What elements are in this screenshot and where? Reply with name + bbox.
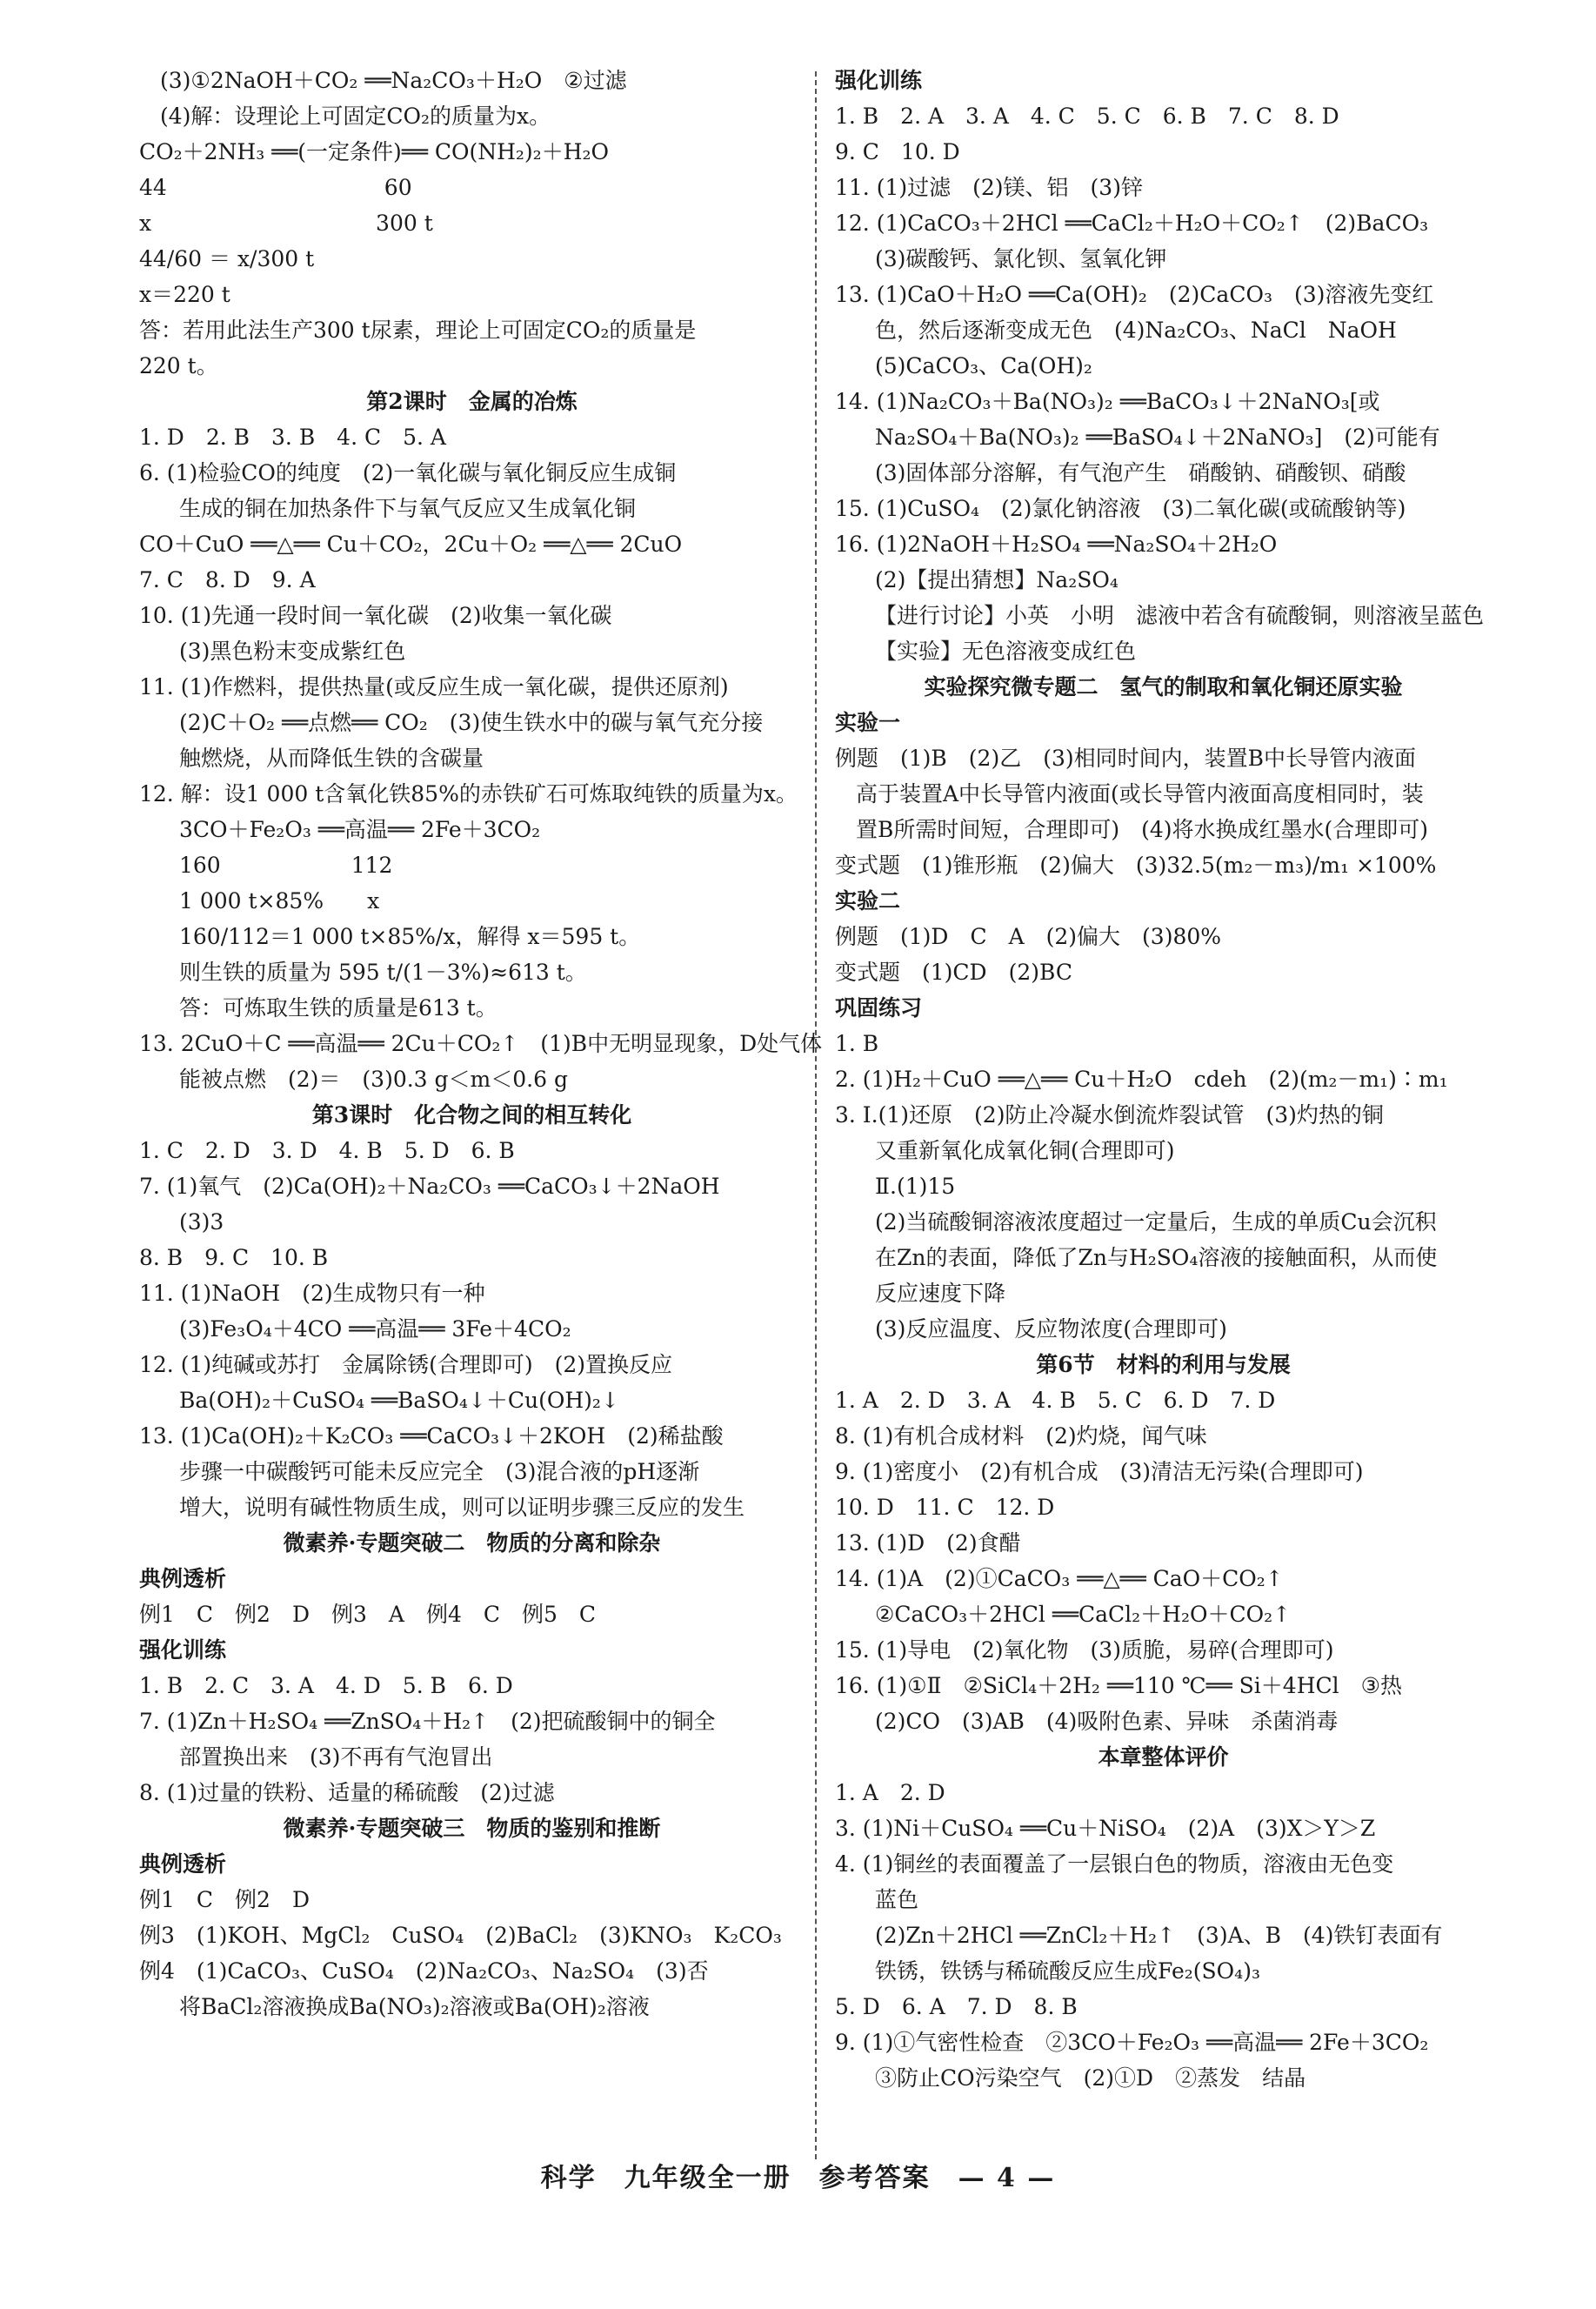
answer-line: 8. B 9. C 10. B xyxy=(139,1245,329,1270)
answer-line: 11. (1)NaOH (2)生成物只有一种 xyxy=(139,1281,485,1306)
answer-line: x 300 t xyxy=(139,211,433,236)
answer-line: 13. (1)Ca(OH)₂＋K₂CO₃ ══CaCO₃↓＋2KOH (2)稀盐酸 xyxy=(139,1423,724,1449)
section-heading: 第6节 材料的利用与发展 xyxy=(1036,1352,1291,1377)
answer-line: 铁锈，铁锈与稀硫酸反应生成Fe₂(SO₄)₃ xyxy=(875,1958,1260,1984)
answer-line: 置B所需时间短，合理即可) (4)将水换成红墨水(合理即可) xyxy=(856,817,1429,842)
answer-line: 反应速度下降 xyxy=(875,1281,1006,1306)
answer-line: 16. (1)2NaOH＋H₂SO₄ ══Na₂SO₄＋2H₂O xyxy=(835,532,1278,557)
answer-line: 6. (1)检验CO的纯度 (2)一氧化碳与氧化铜反应生成铜 xyxy=(139,460,677,485)
answer-line: 160/112＝1 000 t×85%/x，解得 x＝595 t。 xyxy=(179,924,641,949)
answer-line: 7. (1)氧气 (2)Ca(OH)₂＋Na₂CO₃ ══CaCO₃↓＋2NaOH xyxy=(139,1174,720,1199)
section-heading: 第3课时 化合物之间的相互转化 xyxy=(311,1102,632,1128)
subsection-label: 典例透析 xyxy=(139,1566,227,1591)
answer-line: (2)当硫酸铜溶液浓度超过一定量后，生成的单质Cu会沉积 xyxy=(875,1209,1437,1235)
answer-line: 15. (1)CuSO₄ (2)氯化钠溶液 (3)二氧化碳(或硫酸钠等) xyxy=(835,496,1406,521)
answer-line: 16. (1)①Ⅱ ②SiCl₄＋2H₂ ══110 ℃══ Si＋4HCl ③热 xyxy=(835,1673,1403,1698)
answer-line: (3)Fe₃O₄＋4CO ══高温══ 3Fe＋4CO₂ xyxy=(179,1316,571,1342)
answer-line: 1. D 2. B 3. B 4. C 5. A xyxy=(139,425,446,450)
answer-line: (4)解：设理论上可固定CO₂的质量为x。 xyxy=(160,104,551,129)
answer-line: 生成的铜在加热条件下与氧气反应又生成氧化铜 xyxy=(179,496,637,521)
answer-line: 9. (1)①气密性检查 ②3CO＋Fe₂O₃ ══高温══ 2Fe＋3CO₂ xyxy=(835,2030,1429,2055)
answer-line: 又重新氧化成氧化铜(合理即可) xyxy=(875,1138,1175,1163)
answer-line: 11. (1)过滤 (2)镁、铝 (3)锌 xyxy=(835,175,1143,200)
answer-line: 10. (1)先通一段时间一氧化碳 (2)收集一氧化碳 xyxy=(139,603,612,628)
answer-line: 1. A 2. D 3. A 4. B 5. C 6. D 7. D xyxy=(835,1388,1276,1413)
section-heading: 微素养·专题突破二 物质的分离和除杂 xyxy=(283,1530,661,1556)
answer-line: 3. (1)Ni＋CuSO₄ ══Cu＋NiSO₄ (2)A (3)X＞Y＞Z xyxy=(835,1816,1376,1841)
answer-line: 步骤一中碳酸钙可能未反应完全 (3)混合液的pH逐渐 xyxy=(179,1459,700,1484)
answer-line: (2)Zn＋2HCl ══ZnCl₂＋H₂↑ (3)A、B (4)铁钉表面有 xyxy=(875,1923,1443,1948)
section-heading: 第2课时 金属的冶炼 xyxy=(366,389,578,414)
answer-line: 44/60 ＝ x/300 t xyxy=(139,246,315,271)
answer-line: 1. B xyxy=(835,1031,879,1056)
answer-line: 色，然后逐渐变成无色 (4)Na₂CO₃、NaCl NaOH xyxy=(875,318,1397,343)
answer-line: 变式题 (1)CD (2)BC xyxy=(835,960,1072,985)
answer-line: 7. C 8. D 9. A xyxy=(139,567,316,592)
answer-line: 14. (1)A (2)①CaCO₃ ══△══ CaO＋CO₂↑ xyxy=(835,1566,1284,1591)
answer-line: 在Zn的表面，降低了Zn与H₂SO₄溶液的接触面积，从而使 xyxy=(875,1245,1438,1270)
answer-line: 1. B 2. C 3. A 4. D 5. B 6. D xyxy=(139,1673,513,1698)
answer-line: x＝220 t xyxy=(139,282,230,307)
answer-line: 蓝色 xyxy=(875,1887,919,1912)
answer-line: 触燃烧，从而降低生铁的含碳量 xyxy=(179,746,484,771)
subsection-label: 强化训练 xyxy=(139,1637,227,1663)
answer-line: 13. (1)D (2)食醋 xyxy=(835,1530,1021,1556)
answer-line: 3CO＋Fe₂O₃ ══高温══ 2Fe＋3CO₂ xyxy=(179,817,541,842)
answer-line: 高于装置A中长导管内液面(或长导管内液面高度相同时，装 xyxy=(856,781,1424,806)
answer-line: 12. (1)CaCO₃＋2HCl ══CaCl₂＋H₂O＋CO₂↑ (2)BaCO₃ xyxy=(835,211,1429,236)
section-heading: 本章整体评价 xyxy=(1098,1744,1229,1770)
answer-line: 将BaCl₂溶液换成Ba(NO₃)₂溶液或Ba(OH)₂溶液 xyxy=(179,1994,650,2019)
subsection-label: 实验一 xyxy=(835,710,901,735)
answer-line: 1. B 2. A 3. A 4. C 5. C 6. B 7. C 8. D xyxy=(835,104,1339,129)
answer-line: CO₂＋2NH₃ ══(一定条件)══ CO(NH₂)₂＋H₂O xyxy=(139,139,610,164)
answer-line: 2. (1)H₂＋CuO ══△══ Cu＋H₂O cdeh (2)(m₂－m₁)∶m₁ xyxy=(835,1067,1448,1092)
answer-line: 1. A 2. D xyxy=(835,1780,945,1805)
answer-line: 例题 (1)D C A (2)偏大 (3)80% xyxy=(835,924,1222,949)
column-divider xyxy=(815,71,817,2159)
answer-line: 160 112 xyxy=(179,853,393,878)
answer-line: 增大，说明有碱性物质生成，则可以证明步骤三反应的发生 xyxy=(179,1495,745,1520)
page-footer: 科学 九年级全一册 参考答案 — 4 — xyxy=(540,2163,1056,2193)
subsection-label: 巩固练习 xyxy=(835,995,923,1021)
section-heading: 微素养·专题突破三 物质的鉴别和推断 xyxy=(283,1816,661,1841)
answer-line: (2)【提出猜想】Na₂SO₄ xyxy=(875,567,1119,592)
answer-line: 8. (1)有机合成材料 (2)灼烧，闻气味 xyxy=(835,1423,1207,1449)
answer-line: 部置换出来 (3)不再有气泡冒出 xyxy=(179,1744,493,1770)
subsection-label: 实验二 xyxy=(835,888,901,914)
answer-line: 能被点燃 (2)＝ (3)0.3 g＜m＜0.6 g xyxy=(179,1067,568,1092)
answer-line: 44 60 xyxy=(139,175,412,200)
answer-line: ③防止CO污染空气 (2)①D ②蒸发 结晶 xyxy=(875,2065,1306,2091)
answer-line: (3)反应温度、反应物浓度(合理即可) xyxy=(875,1316,1227,1342)
answer-line: 【进行讨论】小英 小明 滤液中若含有硫酸铜，则溶液呈蓝色 xyxy=(875,603,1485,628)
answer-line: 13. 2CuO＋C ══高温══ 2Cu＋CO₂↑ (1)B中无明显现象，D处气体 xyxy=(139,1031,823,1056)
answer-line: 例4 (1)CaCO₃、CuSO₄ (2)Na₂CO₃、Na₂SO₄ (3)否 xyxy=(139,1958,709,1984)
answer-line: 9. C 10. D xyxy=(835,139,960,164)
answer-line: Na₂SO₄＋Ba(NO₃)₂ ══BaSO₄↓＋2NaNO₃] (2)可能有 xyxy=(875,425,1440,450)
right-column xyxy=(835,63,1492,2096)
answer-line: (3)碳酸钙、氯化钡、氢氧化钾 xyxy=(875,246,1167,271)
answer-line: 例3 (1)KOH、MgCl₂ CuSO₄ (2)BaCl₂ (3)KNO₃ K₂CO₃ xyxy=(139,1923,782,1948)
answer-line: 8. (1)过量的铁粉、适量的稀硫酸 (2)过滤 xyxy=(139,1780,555,1805)
answer-line: 12. (1)纯碱或苏打 金属除锈(合理即可) (2)置换反应 xyxy=(139,1352,673,1377)
answer-line: 答：可炼取生铁的质量是613 t。 xyxy=(179,995,497,1021)
answer-line: (3)3 xyxy=(179,1209,224,1235)
answer-line: (2)CO (3)AB (4)吸附色素、异味 杀菌消毒 xyxy=(875,1709,1339,1734)
answer-line: 例1 C 例2 D xyxy=(139,1887,310,1912)
answer-line: 例1 C 例2 D 例3 A 例4 C 例5 C xyxy=(139,1602,597,1627)
answer-line: 3. Ⅰ.(1)还原 (2)防止冷凝水倒流炸裂试管 (3)灼热的铜 xyxy=(835,1102,1384,1128)
answer-line: 7. (1)Zn＋H₂SO₄ ══ZnSO₄＋H₂↑ (2)把硫酸铜中的铜全 xyxy=(139,1709,716,1734)
answer-line: 12. 解：设1 000 t含氧化铁85%的赤铁矿石可炼取纯铁的质量为x。 xyxy=(139,781,798,806)
answer-line: 9. (1)密度小 (2)有机合成 (3)清洁无污染(合理即可) xyxy=(835,1459,1364,1484)
answer-line: 1. C 2. D 3. D 4. B 5. D 6. B xyxy=(139,1138,515,1163)
answer-line: 220 t。 xyxy=(139,353,218,378)
answer-line: 10. D 11. C 12. D xyxy=(835,1495,1055,1520)
answer-line: Ⅱ.(1)15 xyxy=(875,1174,956,1199)
section-heading: 实验探究微专题二 氢气的制取和氧化铜还原实验 xyxy=(924,674,1403,699)
answer-line: 13. (1)CaO＋H₂O ══Ca(OH)₂ (2)CaCO₃ (3)溶液先变红 xyxy=(835,282,1434,307)
answer-line: 4. (1)铜丝的表面覆盖了一层银白色的物质，溶液由无色变 xyxy=(835,1851,1394,1877)
answer-line: (3)①2NaOH＋CO₂ ══Na₂CO₃＋H₂O ②过滤 xyxy=(160,68,627,93)
answer-line: ②CaCO₃＋2HCl ══CaCl₂＋H₂O＋CO₂↑ xyxy=(875,1602,1292,1627)
answer-line: 则生铁的质量为 595 t/(1－3%)≈613 t。 xyxy=(179,960,587,985)
answer-line: 1 000 t×85% x xyxy=(179,888,380,914)
answer-line: (3)黑色粉末变成紫红色 xyxy=(179,639,406,664)
left-column xyxy=(139,63,823,2025)
subsection-label: 典例透析 xyxy=(139,1851,227,1877)
answer-line: 14. (1)Na₂CO₃＋Ba(NO₃)₂ ══BaCO₃↓＋2NaNO₃[或 xyxy=(835,389,1380,414)
answer-line: 11. (1)作燃料，提供热量(或反应生成一氧化碳，提供还原剂) xyxy=(139,674,729,699)
answer-line: Ba(OH)₂＋CuSO₄ ══BaSO₄↓＋Cu(OH)₂↓ xyxy=(179,1388,619,1413)
answer-line: (3)固体部分溶解，有气泡产生 硝酸钠、硝酸钡、硝酸 xyxy=(875,460,1406,485)
answer-line: (5)CaCO₃、Ca(OH)₂ xyxy=(875,353,1092,378)
answer-line: CO＋CuO ══△══ Cu＋CO₂，2Cu＋O₂ ══△══ 2CuO xyxy=(139,532,683,557)
answer-line: 变式题 (1)锥形瓶 (2)偏大 (3)32.5(m₂－m₃)/m₁ ×100% xyxy=(835,853,1437,878)
subsection-label: 强化训练 xyxy=(835,68,923,93)
answer-line: 【实验】无色溶液变成红色 xyxy=(875,639,1137,664)
answer-line: 15. (1)导电 (2)氧化物 (3)质脆，易碎(合理即可) xyxy=(835,1637,1334,1663)
answer-line: (2)C＋O₂ ══点燃══ CO₂ (3)使生铁水中的碳与氧气充分接 xyxy=(179,710,764,735)
answer-line: 5. D 6. A 7. D 8. B xyxy=(835,1994,1078,2019)
answer-line: 答：若用此法生产300 t尿素，理论上可固定CO₂的质量是 xyxy=(139,318,697,343)
answer-line: 例题 (1)B (2)乙 (3)相同时间内，装置B中长导管内液面 xyxy=(835,746,1416,771)
